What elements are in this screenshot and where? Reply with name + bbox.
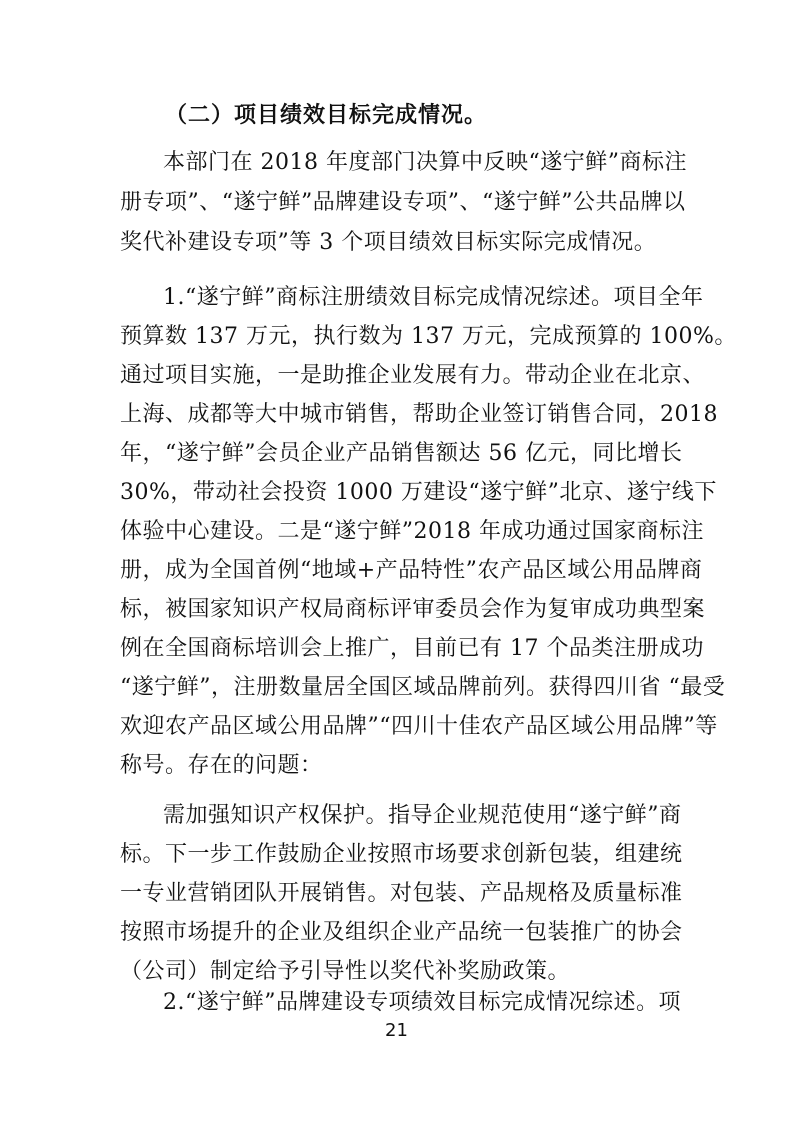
text-line: 本部门在 2018 年度部门决算中反映“遂宁鲜”商标注 bbox=[163, 150, 687, 175]
text-line: 标，被国家知识产权局商标评审委员会作为复审成功典型案 bbox=[120, 597, 706, 622]
text-line: 奖代补建设专项”等 3 个项目绩效目标实际完成情况。 bbox=[120, 230, 657, 255]
page-number: 21 bbox=[385, 1020, 408, 1041]
section-heading: （二）项目绩效目标完成情况。 bbox=[165, 103, 488, 128]
text-line: 年，“遂宁鲜”会员企业产品销售额达 56 亿元，同比增长 bbox=[120, 441, 683, 466]
text-line: 2.“遂宁鲜”品牌建设专项绩效目标完成情况综述。项 bbox=[163, 990, 681, 1015]
text-line: 册，成为全国首例“地域+产品特性”农产品区域公用品牌商 bbox=[120, 558, 703, 583]
text-line: 称号。存在的问题： bbox=[120, 753, 323, 778]
text-line: 例在全国商标培训会上推广，目前已有 17 个品类注册成功 bbox=[120, 636, 704, 661]
text-line: 欢迎农产品区域公用品牌”“四川十佳农产品区域公用品牌”等 bbox=[120, 714, 718, 739]
text-line: 预算数 137 万元，执行数为 137 万元，完成预算的 100%。 bbox=[120, 324, 737, 349]
text-line: 标。下一步工作鼓励企业按照市场要求创新包装，组建统 bbox=[120, 842, 683, 867]
text-line: 需加强知识产权保护。指导企业规范使用“遂宁鲜”商 bbox=[163, 803, 682, 828]
text-line: 通过项目实施，一是助推企业发展有力。带动企业在北京、 bbox=[120, 363, 706, 388]
text-line: 上海、成都等大中城市销售，帮助企业签订销售合同，2018 bbox=[120, 402, 718, 427]
text-line: 册专项”、“遂宁鲜”品牌建设专项”、“遂宁鲜”公共品牌以 bbox=[120, 190, 686, 215]
text-line: “遂宁鲜”，注册数量居全国区域品牌前列。获得四川省 “最受 bbox=[120, 675, 726, 700]
text-line: 30%，带动社会投资 1000 万建设“遂宁鲜”北京、遂宁线下 bbox=[120, 480, 717, 505]
text-line: 一专业营销团队开展销售。对包装、产品规格及质量标准 bbox=[120, 881, 683, 906]
text-line: （公司）制定给予引导性以奖代补奖励政策。 bbox=[120, 959, 571, 984]
text-line: 体验中心建设。二是“遂宁鲜”2018 年成功通过国家商标注 bbox=[120, 519, 704, 544]
text-line: 按照市场提升的企业及组织企业产品统一包装推广的协会 bbox=[120, 920, 683, 945]
text-line: 1.“遂宁鲜”商标注册绩效目标完成情况综述。项目全年 bbox=[163, 285, 704, 310]
